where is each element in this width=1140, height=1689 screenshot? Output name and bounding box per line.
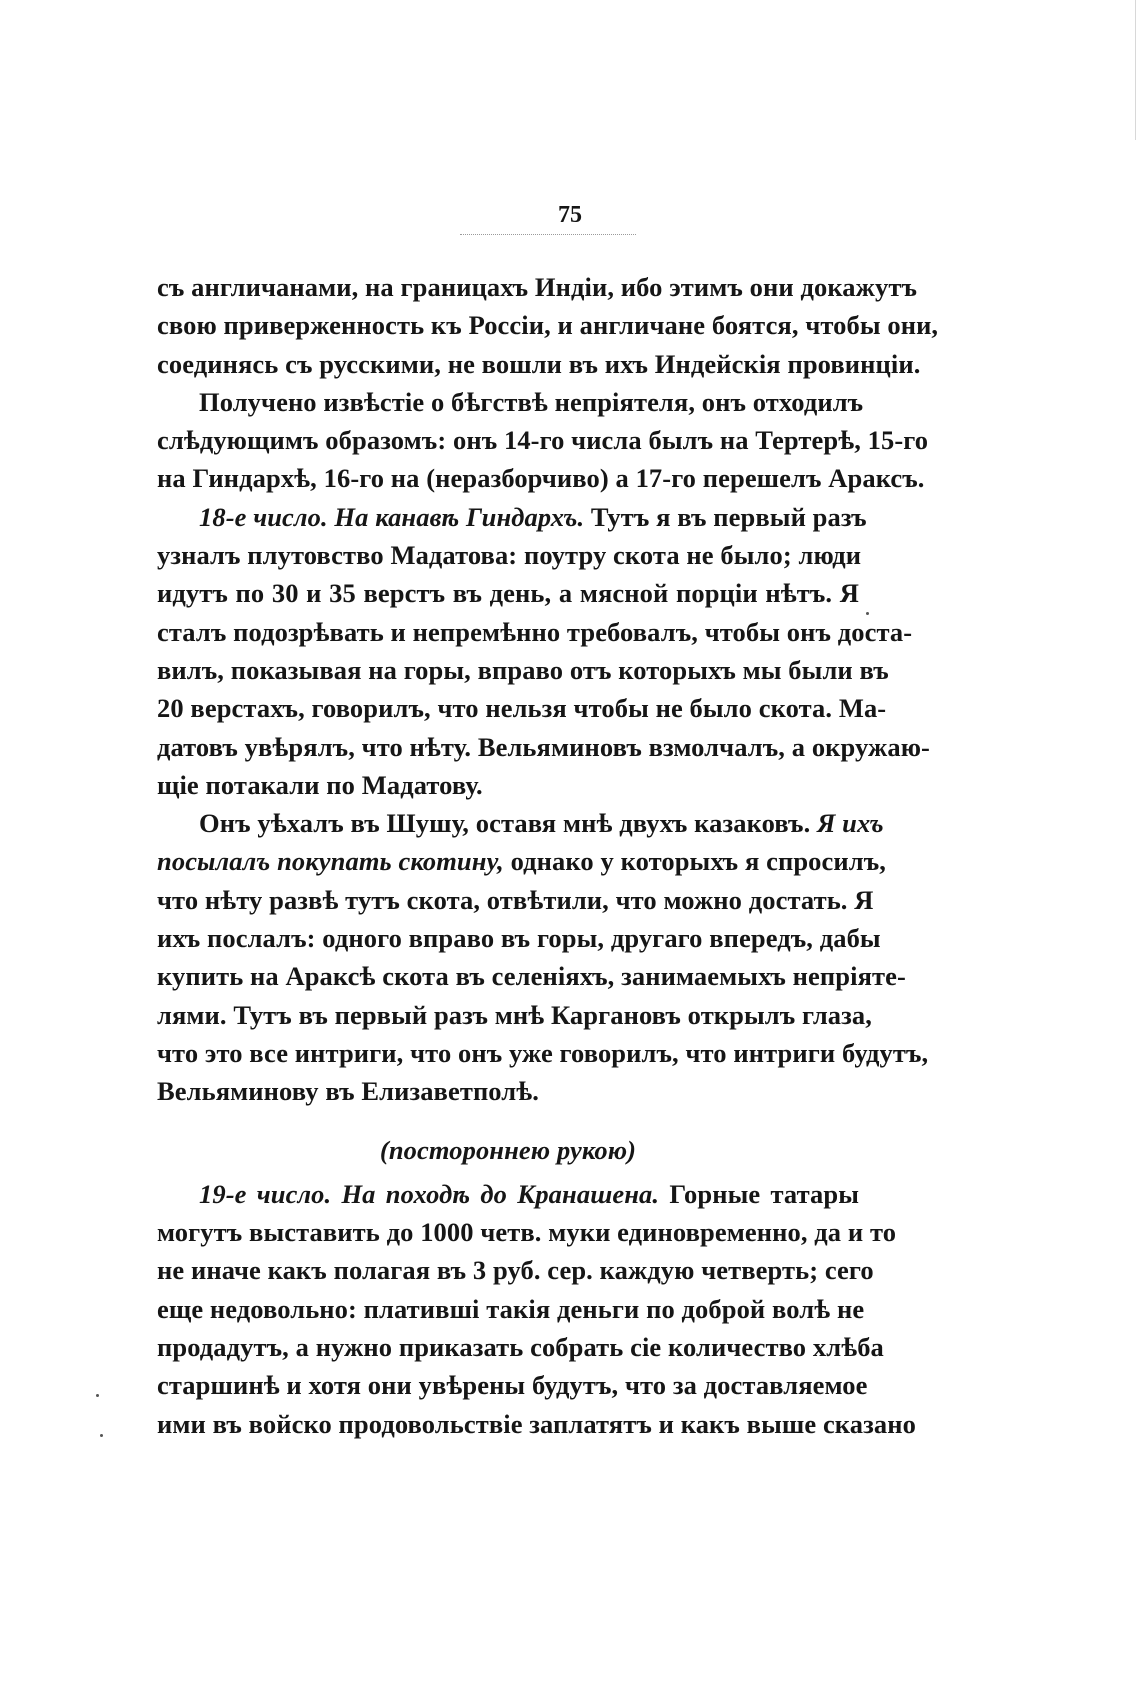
text-line: свою приверженность къ Россіи, и англичане боятся, чтобы они,	[157, 310, 939, 341]
text-column	[157, 268, 939, 1443]
text-line	[157, 842, 886, 880]
page-edge-shadow	[1135, 0, 1136, 140]
text-line: датовъ увѣрялъ, что нѣту. Вельяминовъ взмолчалъ, а окружаю-	[157, 731, 930, 762]
entry-heading: 19-е число. На походѣ до Кранашена.	[199, 1178, 660, 1209]
scan-speck	[866, 612, 869, 615]
paragraph	[157, 268, 939, 383]
text-line: Вельяминову въ Елизаветполѣ.	[157, 1076, 540, 1107]
text-line: не иначе какъ полагая въ 3 руб. сер. каждую четверть; сего	[157, 1255, 874, 1286]
text-line: сталъ подозрѣвать и непремѣнно требовалъ, чтобы онъ доста-	[157, 616, 913, 647]
page-number: 75	[558, 202, 582, 228]
text-line: вилъ, показывая на горы, вправо отъ которыхъ мы были въ	[157, 654, 889, 685]
text-run: Онъ уѣхалъ въ Шушу, оставя мнѣ двухъ казаковъ.	[199, 808, 818, 839]
text-line	[157, 804, 884, 842]
paragraph	[157, 804, 929, 1110]
text-line: продадутъ, а нужно приказать собрать сіе количество хлѣба	[157, 1332, 884, 1363]
entry-heading: 18-е число. На канавѣ Гиндархъ.	[199, 501, 585, 532]
text-line: идутъ по 30 и 35 верстъ въ день, а мясной порціи нѣтъ. Я	[157, 578, 859, 609]
text-line: старшинѣ и хотя они увѣрены будутъ, что за доставляемое	[157, 1370, 868, 1401]
scan-speck	[100, 1434, 103, 1437]
text-line: слѣдующимъ образомъ: онъ 14-го числа былъ на Тертерѣ, 15-го	[157, 425, 929, 456]
text-line	[157, 498, 867, 536]
text-line: что это все интриги, что онъ уже говорилъ, что интриги будутъ,	[157, 1037, 929, 1068]
text-run: Горные татары	[659, 1178, 859, 1209]
italic-run: Я ихъ	[817, 808, 884, 839]
text-line: узналъ плутовство Мадатова: поутру скота не было; люди	[157, 540, 862, 571]
text-run: Тутъ я въ первый разъ	[584, 501, 867, 532]
text-line: купить на Араксѣ скота въ селеніяхъ, занимаемыхъ непріяте-	[157, 961, 906, 992]
text-line: лями. Тутъ въ первый разъ мнѣ Каргановъ открылъ глаза,	[157, 999, 872, 1030]
scan-speck	[96, 1394, 99, 1397]
text-line: Получено извѣстіе о бѣгствѣ непріятеля, онъ отходилъ	[199, 386, 864, 417]
text-line: еще недовольно: платившi такія деньги по доброй волѣ не	[157, 1293, 865, 1324]
text-line: на Гиндархѣ, 16-го на (неразборчиво) а 17-го перешелъ Араксъ.	[157, 463, 925, 494]
page-number-rule	[460, 234, 636, 235]
paragraph	[157, 498, 930, 804]
margin-note: (постороннею рукою)	[379, 1134, 637, 1165]
text-line: 20 верстахъ, говорилъ, что нельзя чтобы не было скота. Ма-	[157, 693, 887, 724]
text-line: съ англичанами, на границахъ Индіи, ибо этимъ они докажутъ	[157, 272, 917, 302]
text-run: однако у которыхъ я спросилъ,	[503, 846, 886, 877]
text-line	[157, 1175, 859, 1213]
text-line: могутъ выставить до 1000 четв. муки единовременно, да и то	[157, 1217, 897, 1248]
italic-run: посылалъ покупать скотину,	[157, 846, 504, 877]
text-line: что нѣту развѣ тутъ скота, отвѣтили, что можно достать. Я	[157, 884, 874, 915]
text-line: ихъ послалъ: одного вправо въ горы, другаго впередъ, дабы	[157, 923, 881, 954]
paragraph	[157, 1175, 916, 1443]
text-line: соединясь съ русскими, не вошли въ ихъ Индейскія провинціи.	[157, 348, 921, 379]
text-line: ими въ войско продовольствіе заплатятъ и какъ выше сказано	[157, 1408, 916, 1439]
text-line: щіе потакали по Мадатову.	[157, 769, 483, 800]
paragraph	[157, 383, 929, 498]
